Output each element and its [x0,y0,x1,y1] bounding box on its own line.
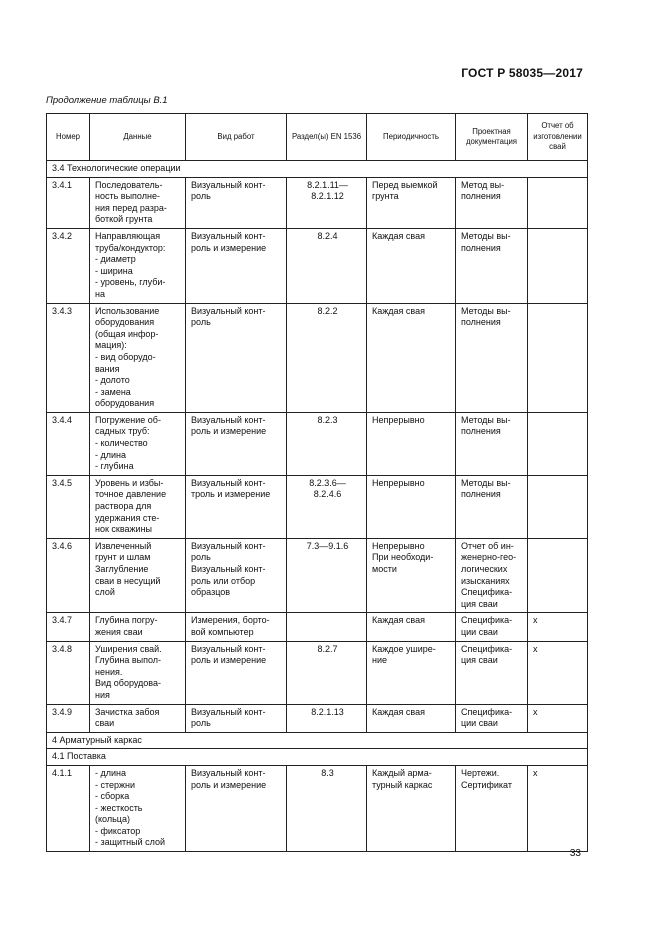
section-title: 4 Арматурный каркас [47,732,588,749]
row-pile-report [528,228,588,303]
section-row-4 [47,732,588,749]
row-periodicity [367,228,456,303]
row-en-section-line: 8.2.1.13 [311,706,344,717]
row-work-type-line: роль [191,552,211,563]
table-row [47,303,588,412]
row-work-type-line: Измерения, борто- [191,615,270,626]
row-data-line: садных труб: [95,426,150,437]
row-number: 3.4.5 [47,475,90,538]
row-data-line: - жесткость [95,802,143,813]
row-data-line: - замена [95,386,131,397]
row-data-line: - диаметр [95,254,136,265]
row-work-type [186,303,287,412]
row-project-docs [456,613,528,641]
row-work-type [186,538,287,613]
row-project-docs-line: полнения [461,191,501,202]
row-project-docs-line: ция сваи [461,598,498,609]
row-pile-report [528,177,588,228]
row-periodicity [367,538,456,613]
row-en-section [287,228,367,303]
row-data-line: Направляющая [95,230,161,241]
row-project-docs [456,228,528,303]
table-row [47,538,588,613]
row-en-section-line: 7.3—9.1.6 [306,540,349,551]
row-work-type-line: Визуальный конт- [191,477,266,488]
col-periodicity-header: Периодичность [367,114,456,161]
row-data-line: - длина [95,449,127,460]
row-en-section-line: 8.2.2 [317,305,338,316]
table-row [47,765,588,851]
row-periodicity-line: Перед выемкой [372,179,438,190]
row-data-line: сваи [95,718,115,729]
row-data-line: точное давление [95,489,167,500]
row-number: 3.4.6 [47,538,90,613]
row-periodicity [367,613,456,641]
row-data [90,641,186,704]
row-periodicity [367,704,456,732]
row-project-docs [456,177,528,228]
row-data-line: (общая инфор- [95,328,159,339]
row-work-type-line: роль и измерение [191,779,267,790]
row-data-line: сваи в несущий [95,575,161,586]
row-project-docs-line: женерно-гео- [461,552,517,563]
row-work-type-line: Визуальный конт- [191,305,266,316]
row-data-line: ность выполне- [95,191,160,202]
row-data [90,538,186,613]
row-pile-report [528,303,588,412]
row-work-type-line: роль и измерение [191,242,267,253]
row-work-type-line: Визуальный конт- [191,643,266,654]
row-periodicity-line: грунта [372,191,399,202]
row-periodicity-line: Непрерывно [372,477,425,488]
row-en-section [287,412,367,475]
row-periodicity [367,303,456,412]
row-work-type-line: роль и измерение [191,655,267,666]
row-data-line: мация): [95,340,127,351]
row-project-docs-line: Методы вы- [461,305,511,316]
row-project-docs-line: изысканиях [461,575,510,586]
row-data-line: Уровень и избы- [95,477,164,488]
row-project-docs-line: полнения [461,489,501,500]
row-work-type-line: Визуальный конт- [191,706,266,717]
row-data-line: - защитный слой [95,837,166,848]
row-periodicity-line: Каждый арма- [372,767,432,778]
row-data-line: раствора для [95,501,152,512]
row-project-docs [456,765,528,851]
row-en-section-line [292,615,363,627]
table-row [47,704,588,732]
row-pile-report: x [528,704,588,732]
row-periodicity-line: Каждое ушире- [372,643,436,654]
row-work-type-line: роль [191,718,211,729]
row-data-line: - уровень, глуби- [95,277,166,288]
row-data-line: на [95,288,105,299]
section-title: 4.1 Поставка [47,749,588,766]
row-work-type [186,704,287,732]
row-project-docs-line: Методы вы- [461,477,511,488]
row-en-section [287,765,367,851]
row-data-line: - ширина [95,265,133,276]
row-periodicity [367,765,456,851]
page-number: 33 [569,848,581,859]
row-data-line: вания [95,363,120,374]
standard-number: ГОСТ Р 58035—2017 [461,66,583,80]
row-number: 3.4.9 [47,704,90,732]
row-data [90,412,186,475]
row-number: 3.4.1 [47,177,90,228]
row-project-docs-line: Метод вы- [461,179,505,190]
row-work-type [186,412,287,475]
row-data [90,177,186,228]
row-periodicity-line: турный каркас [372,779,433,790]
row-project-docs-line: полнения [461,242,501,253]
row-project-docs [456,475,528,538]
row-data-line: труба/кондуктор: [95,242,166,253]
row-project-docs [456,412,528,475]
table-row [47,177,588,228]
row-data-line: Вид оборудова- [95,678,161,689]
row-en-section-line: 8.2.4 [317,230,338,241]
col-pile-report-header: Отчет об изготовлении свай [528,114,588,161]
row-en-section-line: 8.2.7 [317,643,338,654]
col-number-header: Номер [47,114,90,161]
row-number: 4.1.1 [47,765,90,851]
row-data [90,704,186,732]
row-number: 3.4.2 [47,228,90,303]
row-work-type-line: Визуальный конт- [191,767,266,778]
section-row-4-1 [47,749,588,766]
row-en-section-line: 8.2.1.11— [307,179,348,190]
table-row [47,228,588,303]
row-data-line: - вид оборудо- [95,351,156,362]
row-data-line: Заглубление [95,564,149,574]
row-work-type [186,613,287,641]
row-data-line: боткой грунта [95,214,153,225]
row-periodicity-line: Каждая свая [372,615,425,626]
col-work-type-header: Вид работ [186,114,287,161]
row-data-line: жения сваи [95,626,143,637]
row-project-docs-line: полнения [461,317,501,328]
row-project-docs-line: ции сваи [461,626,498,637]
row-data-line: - глубина [95,461,134,472]
row-data-line: оборудования [95,398,155,409]
row-en-section [287,704,367,732]
row-data-line: Погружение об- [95,414,161,425]
row-data-line: Зачистка забоя [95,706,160,717]
row-pile-report [528,538,588,613]
col-project-docs-header: Проектная документация [456,114,528,161]
row-en-section-line: 8.2.4.6 [313,489,342,500]
row-data-line: - стержни [95,779,136,790]
section-title: 3.4 Технологические операции [47,161,588,178]
row-project-docs-line: Специфика- [461,706,513,717]
table-header-row [47,114,588,161]
row-data-line: - фиксатор [95,825,141,836]
row-en-section [287,641,367,704]
row-data [90,613,186,641]
row-pile-report: x [528,641,588,704]
row-work-type [186,641,287,704]
row-pile-report [528,412,588,475]
row-project-docs [456,704,528,732]
row-work-type-line: троль и измерение [191,489,271,500]
row-number: 3.4.8 [47,641,90,704]
row-data-line: оборудования [95,317,155,328]
row-number: 3.4.4 [47,412,90,475]
row-data-line: слой [95,587,115,598]
row-project-docs-line: Чертежи. [461,767,500,778]
row-project-docs-line: ция сваи [461,655,498,666]
row-periodicity-line: Каждая свая [372,230,425,241]
row-work-type [186,177,287,228]
row-data-line: грунт и шлам [95,552,151,563]
row-data-line: Глубина выпол- [95,655,162,666]
row-number: 3.4.7 [47,613,90,641]
row-project-docs-line: Специфика- [461,615,513,626]
row-en-section [287,613,367,641]
table-row [47,412,588,475]
row-project-docs-line: Сертификат [461,779,512,790]
row-project-docs-line: Методы вы- [461,414,511,425]
row-periodicity [367,177,456,228]
row-data-line: ния перед разра- [95,202,167,213]
table-row [47,641,588,704]
row-data-line: Использование [95,305,160,316]
row-data-line: Последователь- [95,179,163,190]
col-en-section-header: Раздел(ы) EN 1536 [287,114,367,161]
row-project-docs [456,641,528,704]
row-data-line: Уширения свай. [95,643,162,654]
row-project-docs-line: Отчет об ин- [461,540,514,551]
row-project-docs-line: логических [461,564,508,574]
row-periodicity-line: мости [372,564,397,574]
col-data-header: Данные [90,114,186,161]
row-en-section-line: 8.3 [321,767,334,778]
row-en-section [287,475,367,538]
row-project-docs [456,303,528,412]
row-en-section [287,303,367,412]
row-data [90,475,186,538]
row-data-line: ния [95,689,110,700]
row-data-line: - сборка [95,791,130,802]
row-pile-report: x [528,613,588,641]
row-en-section-line: 8.2.1.12 [311,191,344,202]
row-data-line: Извлеченный [95,540,152,551]
row-work-type-line: Визуальный конт- [191,564,266,574]
table-row [47,475,588,538]
row-work-type-line: роль [191,191,211,202]
row-project-docs-line: ции сваи [461,718,498,729]
row-periodicity [367,641,456,704]
row-work-type-line: роль и измерение [191,426,267,437]
row-periodicity-line: ние [372,655,388,666]
row-data [90,303,186,412]
row-pile-report: x [528,765,588,851]
row-periodicity-line: Каждая свая [372,706,425,717]
row-en-section [287,538,367,613]
row-en-section [287,177,367,228]
row-data-line: (кольца) [95,814,130,825]
row-project-docs [456,538,528,613]
row-data-line: удержания сте- [95,512,160,523]
row-work-type [186,228,287,303]
row-data-line: нок скважины [95,524,153,535]
row-periodicity [367,412,456,475]
row-data-line: - длина [95,767,127,778]
row-en-section-line: 8.2.3.6— [309,477,346,488]
row-work-type-line: Визуальный конт- [191,179,266,190]
row-work-type-line: образцов [191,587,231,598]
row-work-type-line: Визуальный конт- [191,414,266,425]
section-row-3-4 [47,161,588,178]
row-work-type-line: вой компьютер [191,626,254,637]
row-data-line: Глубина погру- [95,615,158,626]
row-work-type-line: Визуальный конт- [191,540,266,551]
row-data-line: нения. [95,666,123,677]
row-work-type-line: роль [191,317,211,328]
row-work-type-line: Визуальный конт- [191,230,266,241]
row-data-line: - долото [95,375,130,386]
row-number: 3.4.3 [47,303,90,412]
row-work-type-line: роль или отбор [191,575,256,586]
row-project-docs-line: Специфика- [461,643,513,654]
table-caption: Продолжение таблицы В.1 [46,95,168,106]
row-data [90,765,186,851]
row-data-line: - количество [95,438,148,449]
row-project-docs-line: Методы вы- [461,230,511,241]
row-en-section-line: 8.2.3 [317,414,338,425]
row-periodicity-line: Каждая свая [372,305,425,316]
row-periodicity-line: Непрерывно [372,540,425,551]
row-work-type [186,765,287,851]
row-project-docs-line: Специфика- [461,587,513,598]
row-data [90,228,186,303]
row-pile-report [528,475,588,538]
inspection-table [46,113,588,852]
row-periodicity [367,475,456,538]
table-row [47,613,588,641]
row-periodicity-line: При необходи- [372,552,434,563]
row-work-type [186,475,287,538]
row-project-docs-line: полнения [461,426,501,437]
row-periodicity-line: Непрерывно [372,414,425,425]
